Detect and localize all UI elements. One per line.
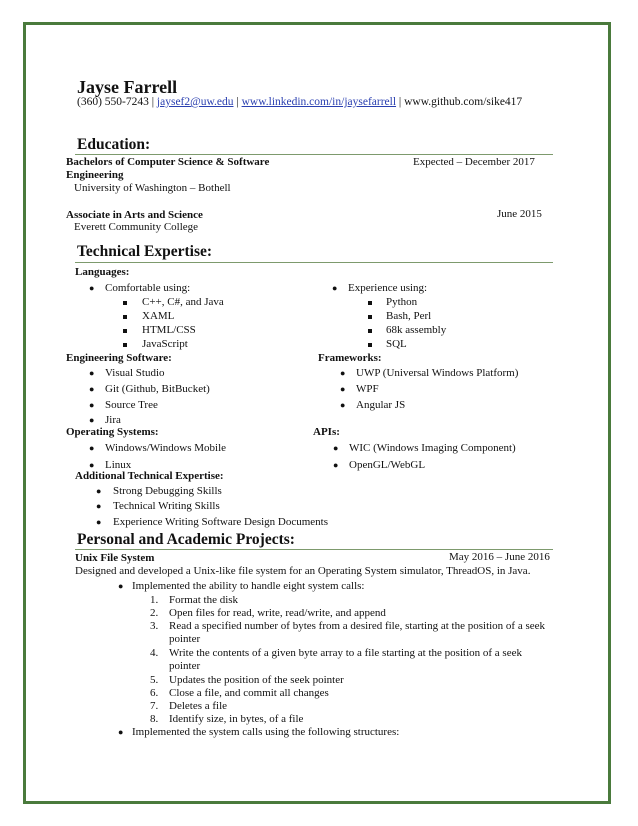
additional-label: Additional Technical Expertise: <box>75 470 224 482</box>
linkedin-link[interactable]: www.linkedin.com/in/jaysefarrell <box>241 96 397 108</box>
degree-title-cont: Engineering <box>66 169 124 181</box>
bullet-icon: ● <box>340 368 346 378</box>
bullet-icon: ● <box>96 486 102 496</box>
bullet-icon: ● <box>96 501 102 511</box>
step-text: Deletes a file <box>169 700 228 712</box>
list-item: XAML <box>142 310 175 322</box>
bullet-icon: ● <box>89 368 95 378</box>
experience-label: Experience using: <box>348 282 428 294</box>
technical-heading: Technical Expertise: <box>77 243 213 260</box>
list-item: Visual Studio <box>105 367 165 379</box>
square-bullet-icon <box>368 343 372 347</box>
separator: | <box>236 96 239 108</box>
square-bullet-icon <box>123 301 127 305</box>
degree-title: Associate in Arts and Science <box>66 209 203 221</box>
list-item: Python <box>386 296 418 308</box>
square-bullet-icon <box>123 329 127 333</box>
step-number: 2. <box>150 607 159 619</box>
comfortable-label: Comfortable using: <box>105 282 191 294</box>
step-text: Identify size, in bytes, of a file <box>169 713 304 725</box>
list-item: Git (Github, BitBucket) <box>105 383 210 395</box>
apis-label: APIs: <box>313 426 340 438</box>
section-rule <box>75 262 553 263</box>
languages-label: Languages: <box>75 266 130 278</box>
project-title: Unix File System <box>75 552 155 564</box>
square-bullet-icon <box>368 315 372 319</box>
list-item: SQL <box>386 338 407 350</box>
bullet-icon: ● <box>89 443 95 453</box>
bullet-icon: ● <box>89 415 95 425</box>
square-bullet-icon <box>368 301 372 305</box>
step-number: 6. <box>150 687 159 699</box>
school-name: University of Washington – Bothell <box>74 182 231 194</box>
step-text-cont: pointer <box>169 633 201 645</box>
step-number: 5. <box>150 674 159 686</box>
list-item: Technical Writing Skills <box>113 500 220 512</box>
list-item: WIC (Windows Imaging Component) <box>349 442 516 454</box>
bullet-icon: ● <box>333 443 339 453</box>
list-item: 68k assembly <box>386 324 447 336</box>
bullet-icon: ● <box>340 400 346 410</box>
list-item: HTML/CSS <box>142 324 196 336</box>
list-item: C++, C#, and Java <box>142 296 224 308</box>
bullet-icon: ● <box>333 460 339 470</box>
list-item: Experience Writing Software Design Documents <box>113 516 329 528</box>
step-number: 1. <box>150 594 159 606</box>
degree-date: Expected – December 2017 <box>413 156 535 168</box>
bullet-icon: ● <box>89 283 95 293</box>
step-text-cont: pointer <box>169 660 201 672</box>
bullet-icon: ● <box>340 384 346 394</box>
list-item: WPF <box>356 383 379 395</box>
bullet-icon: ● <box>89 384 95 394</box>
section-rule <box>75 549 553 550</box>
bullet-icon: ● <box>332 283 338 293</box>
bullet-icon: ● <box>96 517 102 527</box>
project-bullet: Implemented the system calls using the following structures: <box>132 726 400 738</box>
resume-name: Jayse Farrell <box>77 77 178 97</box>
school-name: Everett Community College <box>74 221 199 233</box>
project-bullet: Implemented the ability to handle eight system calls: <box>132 580 365 592</box>
square-bullet-icon <box>368 329 372 333</box>
list-item: Bash, Perl <box>386 310 432 322</box>
project-description: Designed and developed a Unix-like file system for an Operating System simulator, ThreadOS, in Java. <box>75 565 531 577</box>
bullet-icon: ● <box>89 400 95 410</box>
list-item: OpenGL/WebGL <box>349 459 426 471</box>
step-text: Close a file, and commit all changes <box>169 687 329 699</box>
education-heading: Education: <box>77 136 151 153</box>
step-text: Updates the position of the seek pointer <box>169 674 344 686</box>
step-number: 3. <box>150 620 159 632</box>
degree-date: June 2015 <box>497 208 542 220</box>
list-item: JavaScript <box>142 338 188 350</box>
step-number: 7. <box>150 700 159 712</box>
list-item: Windows/Windows Mobile <box>105 442 227 454</box>
square-bullet-icon <box>123 343 127 347</box>
frameworks-label: Frameworks: <box>318 352 382 364</box>
degree-title: Bachelors of Computer Science & Software <box>66 156 270 168</box>
list-item: Linux <box>105 459 132 471</box>
step-text: Read a specified number of bytes from a desired file, starting at the position of a seek <box>169 620 546 632</box>
projects-heading: Personal and Academic Projects: <box>77 531 295 548</box>
list-item: Source Tree <box>105 399 158 411</box>
step-text: Open files for read, write, read/write, and append <box>169 607 386 619</box>
step-text: Format the disk <box>169 594 239 606</box>
list-item: Strong Debugging Skills <box>113 485 222 497</box>
email-link[interactable]: jaysef2@uw.edu <box>156 96 234 108</box>
github-text: | www.github.com/sike417 <box>398 96 523 108</box>
project-date: May 2016 – June 2016 <box>449 551 550 563</box>
list-item: Angular JS <box>356 399 406 411</box>
step-text: Write the contents of a given byte array to a file starting at the position of a seek <box>169 647 522 659</box>
phone: (360) 550-7243 | <box>77 96 155 108</box>
bullet-icon: ● <box>89 460 95 470</box>
engineering-label: Engineering Software: <box>66 352 172 364</box>
list-item: Jira <box>105 414 121 426</box>
os-label: Operating Systems: <box>66 426 159 438</box>
section-rule <box>75 154 553 155</box>
contact-line <box>77 96 522 108</box>
bullet-icon: ● <box>118 581 124 591</box>
bullet-icon: ● <box>118 727 124 737</box>
step-number: 4. <box>150 647 159 659</box>
square-bullet-icon <box>123 315 127 319</box>
list-item: UWP (Universal Windows Platform) <box>356 367 519 379</box>
step-number: 8. <box>150 713 159 725</box>
